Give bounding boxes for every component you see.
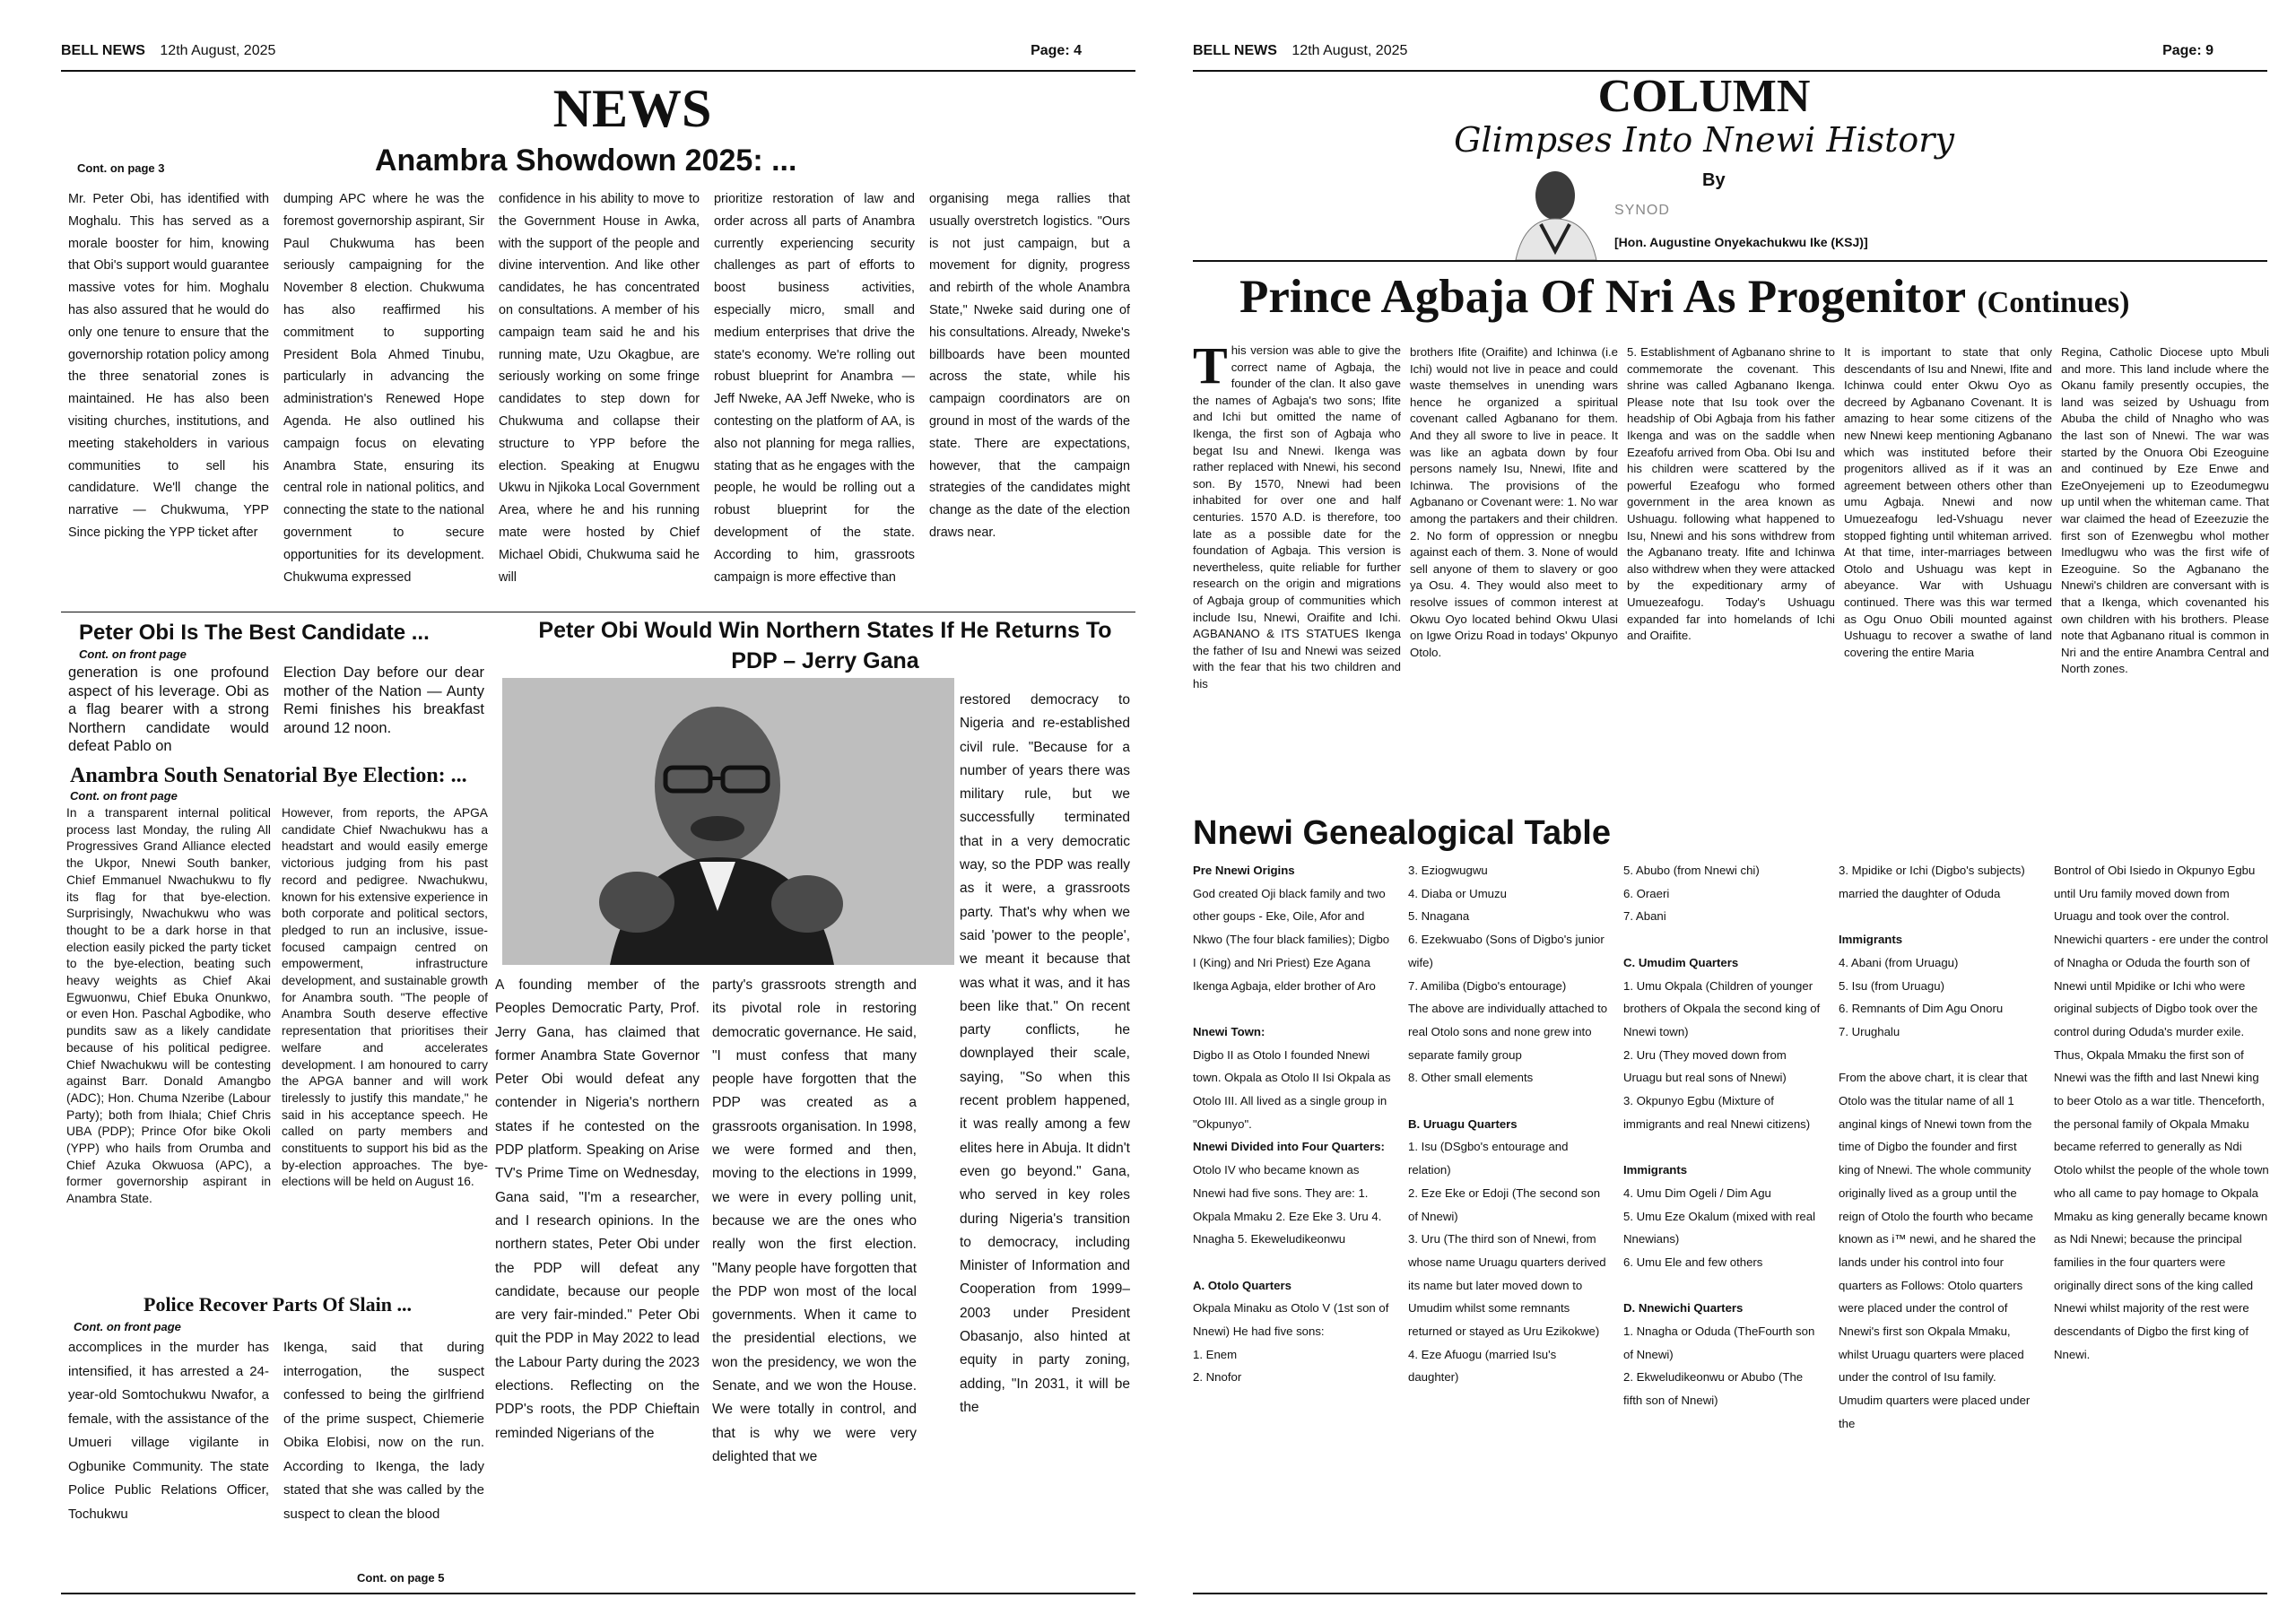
genealogy-heading: Nnewi Divided into Four Quarters:	[1193, 1140, 1385, 1154]
article-title-main: Prince Agbaja Of Nri As Progenitor	[1239, 271, 1966, 323]
genealogy-entry: 2. Eze Eke or Edoji (The second son of Nnewi)	[1408, 1185, 1601, 1223]
genealogy-entry: Bontrol of Obi Isiedo in Okpunyo Egbu until Uru family moved down from Uruagu and took over the control. Nnewichi quarters - ere under the control of Nnagha or Oduda the fourth son of Nnewi until Mpidike or Ichi who were original subjects of Digbo took over the control during Oduda's murder exile. Thus, Okpala Mmaku the first son of Nnewi was the fifth and last Nnewi king to beer Otolo as a war title. Thenceforth, the personal family of Okpala Mmaku became referred to generally as Ndi Otolo whilst the people of the whole town who all came to pay homage to Okpala Mmaku as king generally became known as Ndi Nnewi; because the principal families in the four quarters were originally direct sons of the king called Nnewi whilst majority of the rest were descendants of Digbo the first king of Nnewi.	[2054, 864, 2269, 1361]
author-photo	[1507, 161, 1604, 260]
headline-bye-election: Anambra South Senatorial Bye Election: ...	[70, 764, 467, 787]
column-name: Glimpses Into Nnewi History	[1454, 120, 1954, 160]
genealogy-entry: 2. Uru (They moved down from Uruagu but real sons of Nnewi)	[1623, 1047, 1787, 1085]
genealogy-heading: Immigrants	[1623, 1163, 1688, 1177]
genealogy-heading: Nnewi Town:	[1193, 1024, 1265, 1038]
drop-cap: T	[1193, 343, 1228, 395]
genealogy-entry: 1. Umu Okpala (Children of younger brothers of Okpala the second king of Nnewi town)	[1623, 978, 1821, 1038]
continued-from-label: Cont. on page 3	[77, 161, 165, 175]
genealogy-entry	[1623, 1135, 1824, 1159]
headline-jerry-gana: Peter Obi Would Win Northern States If He Returns To PDP – Jerry Gana	[538, 618, 1112, 673]
article-column: party's grassroots strength and its pivotal role in restoring democratic governance. He said, "I must confess that many people have forgotten that the PDP was created as a grassroots organisation. In 1998, we were formed and then, moving to the elections in 1999, we were in every polling unit, because we are the ones who really won the first election. "Many people have forgotten that the PDP won most of the local governments. When it came to the presidential elections, we won the presidency, we won the Senate, and we won the House. We were totally in control, and that is why we were very delighted that we	[712, 977, 917, 1464]
continued-on-label: Cont. on page 5	[357, 1571, 445, 1585]
genealogy-entry: 3. Eziogwugwu	[1408, 864, 1488, 877]
article-column: Ikenga, said that during interrogation, the suspect confessed to being the girlfriend of the prime suspect, Chiemerie Obika Elobisi, now on the run. According to Ikenga, the lady stated that she was called by the suspect to clean the blood	[283, 1340, 484, 1522]
author-name: [Hon. Augustine Onyekachukwu Ike (KSJ)]	[1614, 235, 1868, 249]
article-title-suffix: (Continues)	[1977, 286, 2130, 319]
header-rule	[61, 70, 1135, 72]
article-column: Election Day before our dear mother of the Nation — Aunty Remi finishes his breakfast around 12 noon.	[283, 664, 484, 736]
genealogy-column	[1839, 859, 2039, 1568]
genealogy-entry: 6. Umu Ele and few others	[1623, 1255, 1763, 1269]
article-column: It is important to state that only descendants of Isu and Nnewi, Ifite and Ichinwa could enter Okwu Oyo as decreed by Agbanano Covenant. It is amazing to hear some citizens of the new Nnewi keep mentioning Agbanano which was instituted before their progenitors allived as if it was an agreement between others other than umu Agbaja. Nnewi and now Umuezeafogu led-Vshuagu never stopped fighting until whiteman arrived. At that time, inter-marriages between Otolo and Ushuagu was kept in abeyance. War with Ushuagu continued. There was this war termed as Ogu Onuo Obili mounted against Ushuagu to recover a swathe of land covering the entire Maria	[1844, 345, 2052, 659]
article-column	[1193, 343, 1401, 800]
footer-rule	[1193, 1593, 2267, 1594]
genealogy-table-title: Nnewi Genealogical Table	[1193, 814, 1611, 852]
issue-date: 12th August, 2025	[160, 43, 276, 58]
headline-best-candidate: Peter Obi Is The Best Candidate ...	[79, 621, 430, 645]
article-column: accomplices in the murder has intensified, it has arrested a 24-year-old Somtochukwu Nwafor, a female, with the assistance of the Umueri village vigilante in Ogbunike Community. The state Police Public Relations Officer, Tochukwu	[68, 1340, 269, 1522]
genealogy-heading: C. Umudim Quarters	[1623, 955, 1739, 969]
continued-from-label: Cont. on front page	[79, 647, 187, 661]
article-column: Mr. Peter Obi, has identified with Moghalu. This has served as a morale booster for him, knowing that Obi's support would guarantee massive votes for him. Moghalu has also assured that he would do only one tenure to ensure that the governorship rotation policy among the three senatorial zones is maintained. He has also been visiting churches, institutions, and meeting stakeholders in various communities to sell his candidature. We'll change the narrative — Chukwuma, YPP Since picking the YPP ticket after	[68, 192, 269, 540]
genealogy-entry	[1839, 1044, 2039, 1067]
newspaper-name: BELL NEWS	[1193, 43, 1277, 58]
genealogy-column	[1623, 859, 1824, 1568]
genealogy-entry: 6. Ezekwuabo (Sons of Digbo's junior wife)	[1408, 933, 1605, 969]
genealogy-entry	[1193, 997, 1394, 1020]
section-title: COLUMN	[1597, 71, 1811, 122]
genealogy-entry: 5. Nnagana	[1408, 909, 1470, 924]
genealogy-entry: 5. Umu Eze Okalum (mixed with real Nnewians)	[1623, 1209, 1815, 1246]
genealogy-entry: 8. Other small elements	[1408, 1071, 1534, 1085]
genealogy-heading: Immigrants	[1839, 933, 1903, 947]
genealogy-entry: 1. Isu (DSgbo's entourage and relation)	[1408, 1140, 1569, 1177]
genealogy-entry: Okpala Minaku as Otolo V (1st son of Nnewi) He had five sons:	[1193, 1301, 1389, 1339]
genealogy-entry: 2. Ekweludikeonwu or Abubo (The fifth son of Nnewi)	[1623, 1370, 1804, 1408]
article-column: confidence in his ability to move to the Government House in Awka, with the support of the people and divine intervention. And like other candidates, he has concentrated on consultations. A member of his campaign team said he and his running mate, Uzu Okagbue, are seriously working on some fringe candidates to step down for Chukwuma and collapse their structure to YPP before the election. Speaking at Enugwu Ukwu in Njikoka Local Government Area, where he and his running mate were hosted by Chief Michael Obidi, Chukwuma said he will	[499, 192, 700, 585]
article-column: restored democracy to Nigeria and re-established civil rule. "Because for a number of years there was military rule, but we successfully terminated that in a very democratic way, so the PDP was really as it were, a grassroots party. That's why when we said 'power to the people', we meant it because that was what it was, and it has been like that." On recent party conflicts, he downplayed their scale, saying, "So when this recent problem happened, it was really among a few elites here in Abuja. It didn't even go beyond." Gana, who served in key roles during Nigeria's transition to democracy, including Minister of Information and Cooperation from 1999–2003 under President Obasanjo, also hinted at equity in party zoning, adding, "In 2031, it will be the	[960, 692, 1130, 1415]
headline-anambra-showdown: Anambra Showdown 2025: ...	[375, 143, 797, 178]
genealogy-entry: 1. Nnagha or Oduda (TheFourth son of Nnewi)	[1623, 1324, 1815, 1361]
article-text: his version was able to give the correct name of Agbaja, the founder of the clan. It also gave the names of Agbaja's two sons; Ifite and Ichi but omitted the name of Ikenga, the first son of Agbaja who begat Isu and Nnewi. Ikenga was rather replaced with Nnewi, his second son. By 1570, Nnewi had been inhabited for over one and half centuries. 1570 A.D. is therefore, too late as a possible date for the foundation of Agbaja. This version is nevertheless, quite reliable for further research on the origin and migrations of Agbaja group of communities which include Isu, Nnewi, Oraifite and Ichi. AGBANANO & ITS STATUES Ikenga the father of Isu and Nnewi was seized with the fear that his two children and his	[1193, 343, 1401, 690]
footer-rule	[61, 1593, 1135, 1594]
article-column: 5. Establishment of Agbanano shrine to commemorate the covenant. This shrine was called Agbanano Ikenga. Please note that Isu took over the headship of Obi Agbaja from his father Ikenga and was on the saddle when Ezeafofu arrived from Oba. Obi Isu and his children were scattered by the powerful Ezeafogu who formed government in the area known as Ushuagu. following what happened to Isu, Nnewi and his sons withdrew from the Agbanano treaty. Ifite and Ichinwa also withdrew when they were attacked by the expeditionary army of Umuezeafogu. Today's Ushuagu expanded far into homelands of Ichi and Oraifite.	[1627, 345, 1835, 643]
continued-from-label: Cont. on front page	[70, 789, 178, 803]
article-column: brothers Ifite (Oraifite) and Ichinwa (i.e Ichi) would not live in peace and could waste themselves in unending wars hence he organized a spiritual covenant called Agbanano for them. And they all swore to live in peace. It was like an agbata down by four persons namely Isu, Nnewi, Ifite and Ichinwa. The provisions of the Agbanano or Covenant were: 1. No war among the partakers and their children. 2. No form of oppression or nnegbu against each of them. 3. None of would sell anyone of them to slavery or goo ya Osu. 4. They would also meet to resolve issues of common interest at Okwu Oyo located behind Okwu Ulasi on Igwe Orizu Road in todays' Okpunyo Otolo.	[1410, 345, 1618, 659]
article-column: However, from reports, the APGA candidate Chief Nwachukwu has a headstart and would easily emerge victorious judging from his past record and pedigree. Nwachukwu, known for his extensive experience in both corporate and political sectors, pledged to run an inclusive, issue-focused campaign centred on empowerment, infrastructure development, and sustainable growth for Anambra south. "The people of Anambra South deserve effective representation that prioritises their welfare and accelerates development. I am honoured to carry the APGA banner and will work tirelessly to justify this mandate," he said in his acceptance speech. He called on party members and constituents to support his bid as the by-election approaches. The bye-elections will be held on August 16.	[282, 806, 488, 1189]
genealogy-heading: A. Otolo Quarters	[1193, 1278, 1292, 1292]
page-header	[1193, 43, 2267, 66]
article-column: organising mega rallies that usually overstretch logistics. "Ours is not just campaign, but a movement for dignity, progress and rebirth of the whole Anambra State," Nweke said during one of his consultations. Already, Nweke's billboards have been mounted across the state, while his campaign coordinators are on ground in most of the wards of the state. There are expectations, however, that the campaign strategies of the candidates might change as the date of the election draws near.	[929, 192, 1130, 540]
title-rule	[1193, 260, 2267, 262]
headline-police-recover: Police Recover Parts Of Slain ...	[144, 1293, 412, 1316]
issue-date: 12th August, 2025	[1292, 43, 1408, 58]
genealogy-entry: Digbo II as Otolo I founded Nnewi town. Okpala as Otolo II Isi Okpala as Otolo III. All lived as a single group in "Okpunyo".	[1193, 1047, 1391, 1131]
genealogy-entry: 7. Amiliba (Digbo's entourage)	[1408, 978, 1567, 993]
genealogy-entry: 7. Urughalu	[1839, 1024, 1900, 1038]
genealogy-entry	[1193, 1251, 1394, 1274]
genealogy-entry: From the above chart, it is clear that Otolo was the titular name of all 1 anginal kings of Nnewi town from the time of Digbo the founder and first king of Nnewi. The whole community originally lived as a group until the reign of Otolo the fourth who became known as i™ newi, and he shared the lands under his control into four quarters as Follows: Otolo quarters were placed under the control of Nnewi's first son Okpala Mmaku, whilst Uruagu quarters were placed under the control of Isu family. Umudim quarters were placed under the	[1839, 1071, 2036, 1430]
genealogy-entry: 7. Abani	[1623, 909, 1666, 924]
newspaper-name: BELL NEWS	[61, 43, 145, 58]
article-column: In a transparent internal political process last Monday, the ruling All Progressives Grand Alliance elected the Ukpor, Nnewi South banker, Chief Emmanuel Nwachukwu to fly its flag for that bye-election. Surprisingly, Nwachukwu who was thought to be a dark horse in that election easily picked the party ticket to the bye-election, beating such heavy weights as Chief Akai Egwuonwu, Chief Ebuka Onunkwo, or even Hon. Paschal Agbodike, who pundits saw as a likely candidate because of his political pedigree. Chief Nwachukwu will be contesting against Barr. Donald Amangbo (ADC); Hon. Chuma Nzeribe (Labour Party); both from Ihiala; Chief Chris UBA (PDP); Prince Ofor bike Okoli (YPP) who hails from Orumba and Chief Azuka Okwuosa (APC), a former governorship aspirant in Anambra State.	[66, 806, 271, 1206]
genealogy-column	[1408, 859, 1609, 1568]
genealogy-entry: 2. Nnofor	[1193, 1370, 1242, 1385]
genealogy-entry: 5. Abubo (from Nnewi chi)	[1623, 864, 1760, 877]
article-column: Regina, Catholic Diocese upto Mbuli and more. This land include where the Okanu family presently occupies, the land was seized by Ushuagu from Abuba the child of Nnagho who was the last son of Nnewi. The war was started by the Onuora Obi Ezeoguine and continued by Eze Enwe and EzeOnyejemeni up to Ezeodumegwu up until when the whiteman came. That war claimed the head of Ezeezuzie the first son of Ezenwegbu whol mother Imedlugwu who was the first wife of Ezeoguine. So the Agbanano the Nnewi's children are conversant with is that a Ikenga, which covenanted his own children with his brothers. Please note that Agbanano ritual is common in Nri and the entire Anambra Central and North zones.	[2061, 345, 2269, 676]
article-column: generation is one profound aspect of his leverage. Obi as a flag bearer with a strong Northern candidate would defeat Pablo on	[68, 664, 269, 754]
article-column: A founding member of the Peoples Democratic Party, Prof. Jerry Gana, has claimed that former Anambra State Governor Peter Obi would defeat any contender in Nigeria's northern states if he contested on the PDP platform. Speaking on Arise TV's Prime Time on Wednesday, Gana said, "I'm a researcher, and I research opinions. In the northern states, Peter Obi under the PDP will defeat any candidate, because our people are very fair-minded." Peter Obi quit the PDP in May 2022 to lead the Labour Party during the 2023 elections. Reflecting on the PDP's roots, the PDP Chieftain reminded Nigerians of the	[495, 977, 700, 1441]
genealogy-entry: 5. Isu (from Uruagu)	[1839, 978, 1944, 993]
genealogy-entry: God created Oji black family and two other goups - Eke, Oile, Afor and Nkwo (The four black families); Digbo I (King) and Nri Priest) Eze Agana Ikenga Agbaja, elder brother of Aro	[1193, 886, 1390, 993]
genealogy-entry: Otolo IV who became known as Nnewi had five sons. They are: 1. Okpala Mmaku 2. Eze Eke 3. Uru 4. Nnagha 5. Ekeweludikeonwu	[1193, 1163, 1382, 1246]
genealogy-entry: 3. Uru (The third son of Nnewi, from whose name Uruagu quarters derived its name but later moved down to Umudim whilst some remnants returned or stayed as Uru Ezikokwe)	[1408, 1232, 1606, 1339]
section-title: NEWS	[552, 79, 712, 138]
continued-from-label: Cont. on front page	[74, 1320, 181, 1333]
byline-by: By	[1702, 170, 1726, 190]
page-header	[61, 43, 1135, 66]
genealogy-entry: 6. Oraeri	[1623, 886, 1670, 900]
genealogy-heading: B. Uruagu Quarters	[1408, 1116, 1518, 1131]
genealogy-column	[1193, 859, 1394, 1568]
genealogy-entry: 6. Remnants of Dim Agu Onoru	[1839, 1002, 2004, 1016]
peter-obi-photo	[502, 678, 954, 965]
genealogy-entry	[1623, 1274, 1824, 1298]
genealogy-column	[2054, 859, 2269, 1568]
genealogy-entry: 3. Mpidike or Ichi (Digbo's subjects) married the daughter of Oduda	[1839, 864, 2025, 900]
genealogy-entry: 4. Umu Dim Ogeli / Dim Agu	[1623, 1185, 1771, 1200]
genealogy-entry: 4. Diaba or Umuzu	[1408, 886, 1507, 900]
logo-watermark: SYNOD	[1614, 203, 1670, 218]
genealogy-heading: D. Nnewichi Quarters	[1623, 1301, 1744, 1316]
article-column: prioritize restoration of law and order across all parts of Anambra currently experiencing security challenges as part of efforts to boost business activities, especially micro, small and medium enterprises that drive the state's economy. We're rolling out robust blueprint for Anambra — Jeff Nweke, AA Jeff Nweke, who is contesting on the platform of AA, is also not planning for mega rallies, stating that as he engages with the people, he would be rolling out a robust blueprint for the development of the state. According to him, grassroots campaign is more effective than	[714, 192, 915, 585]
genealogy-entry: 3. Okpunyo Egbu (Mixture of immigrants and real Nnewi citizens)	[1623, 1094, 1811, 1131]
right-newspaper-page	[1148, 0, 2296, 1624]
article-title	[1239, 269, 2129, 331]
genealogy-entry	[1623, 928, 1824, 951]
genealogy-entry: The above are individually attached to real Otolo sons and none grew into separate family group	[1408, 1002, 1608, 1062]
article-column: dumping APC where he was the foremost governorship aspirant, Sir Paul Chukwuma has been seriously campaigning for the November 8 election. Chukwuma has also reaffirmed his commitment to supporting President Bola Ahmed Tinubu, particularly in advancing the administration's Renewed Hope Agenda. He also outlined his campaign focus on elevating Anambra State, ensuring its central role in national politics, and connecting the state to the national government to secure opportunities for its development. Chukwuma expressed	[283, 192, 484, 585]
genealogy-entry	[1839, 905, 2039, 928]
genealogy-heading: Pre Nnewi Origins	[1193, 864, 1295, 877]
genealogy-entry: 1. Enem	[1193, 1347, 1238, 1361]
genealogy-entry	[1408, 1090, 1609, 1113]
genealogy-entry: 4. Abani (from Uruagu)	[1839, 955, 1959, 969]
page-number: Page: 9	[2162, 43, 2213, 58]
page-number: Page: 4	[1031, 43, 1082, 58]
genealogy-entry: 4. Eze Afuogu (married Isu's daughter)	[1408, 1347, 1557, 1385]
